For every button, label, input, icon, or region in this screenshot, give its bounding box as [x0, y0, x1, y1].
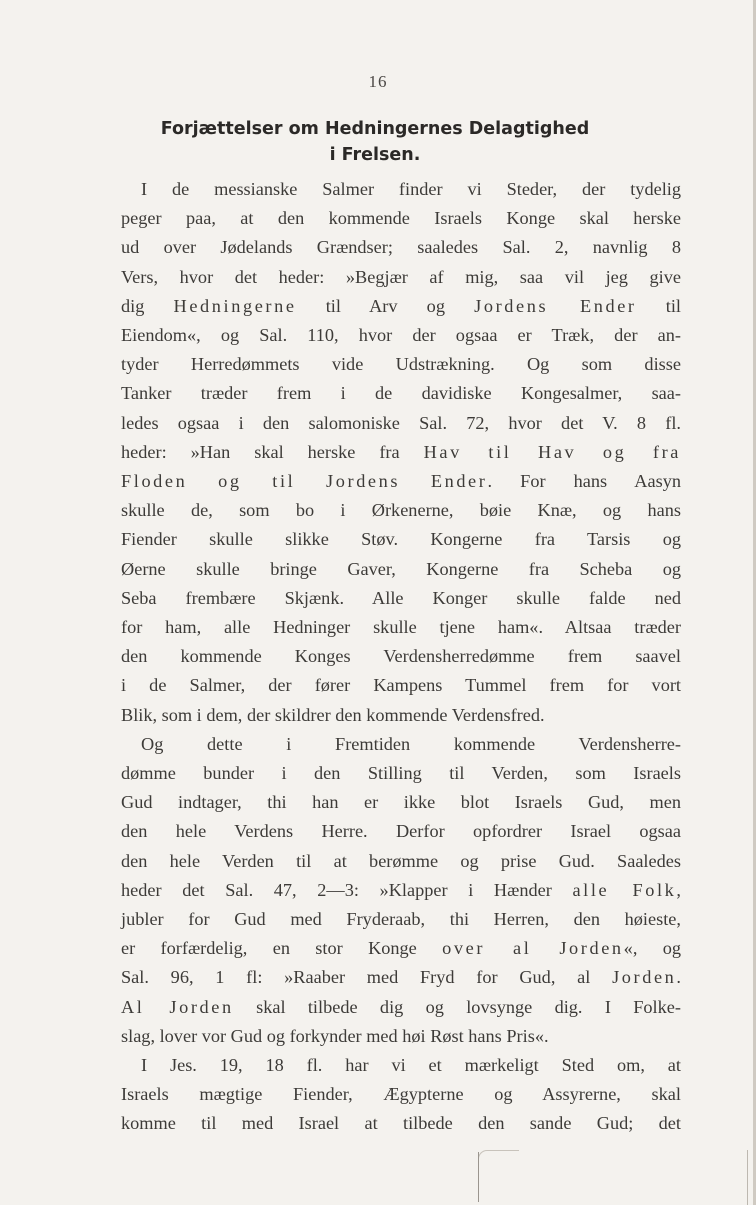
text-line: i de Salmer, der fører Kampens Tummel frem for vort — [121, 675, 681, 696]
page-edge-line — [747, 1150, 748, 1205]
text-line: Blik, som i dem, der skildrer den kommende Verdensfred. — [121, 704, 545, 725]
text-line: Gud indtager, thi han er ikke blot Israels Gud, men — [121, 792, 681, 813]
text-line: den hele Verden til at berømme og prise Gud. Saaledes — [121, 850, 681, 871]
text-line — [121, 935, 681, 962]
text-line: den kommende Konges Verdensherredømme frem saavel — [121, 646, 681, 667]
text-line: Og dette i Fremtiden kommende Verdensherre- — [141, 733, 681, 754]
text-line: skulle de, som bo i Ørkenerne, bøie Knæ, og hans — [121, 500, 681, 521]
spaced-emphasis: Hav til Hav og fra — [423, 441, 682, 462]
text-line: ud over Jødelands Grændser; saaledes Sal. 2, navnlig 8 — [121, 237, 681, 258]
text-line — [121, 964, 681, 991]
text-line: ledes ogsaa i den salomoniske Sal. 72, hvor det V. 8 fl. — [121, 412, 681, 433]
text-line — [121, 468, 681, 495]
text-line: tyder Herredømmets vide Udstrækning. Og som disse — [121, 354, 681, 375]
text-line: den hele Verdens Herre. Derfor opfordrer Israel ogsaa — [121, 821, 681, 842]
text-run: til — [636, 295, 682, 316]
page-curl-line — [478, 1152, 479, 1202]
text-line — [121, 293, 681, 320]
text-line: Fiender skulle slikke Støv. Kongerne fra Tarsis og — [121, 529, 681, 550]
text-run: , — [676, 879, 681, 900]
page-number: 16 — [368, 72, 388, 91]
text-run: . For hans Aasyn — [487, 471, 681, 491]
text-run: heder det Sal. 47, 2—3: »Klapper i Hænder — [121, 879, 573, 900]
text-line: jubler for Gud med Fryderaab, thi Herren, den høieste, — [121, 909, 681, 929]
text-line — [121, 994, 681, 1021]
text-line: I de messianske Salmer finder vi Steder, der tydelig — [141, 179, 681, 199]
text-line: peger paa, at den kommende Israels Konge skal herske — [121, 208, 681, 229]
spaced-emphasis: over al Jorden — [442, 938, 624, 959]
text-line — [121, 877, 681, 904]
text-run: til Arv og — [296, 295, 475, 316]
text-run: dig — [121, 295, 174, 316]
spaced-emphasis: Hedningerne — [173, 295, 297, 316]
text-line: slag, lover vor Gud og forkynder med høi Røst hans Pris«. — [121, 1025, 549, 1046]
text-line: komme til med Israel at tilbede den sande Gud; det — [121, 1113, 681, 1134]
text-line — [121, 439, 681, 466]
text-run: er forfærdelig, en stor Konge — [121, 938, 443, 959]
text-run: heder: »Han skal herske fra — [121, 441, 424, 462]
text-line: for ham, alle Hedninger skulle tjene ham«. Altsaa træder — [121, 617, 681, 637]
text-line: I Jes. 19, 18 fl. har vi et mærkeligt Sted om, at — [141, 1055, 681, 1075]
text-line: Tanker træder frem i de davidiske Kongesalmer, saa- — [121, 383, 681, 404]
text-line: dømme bunder i den Stilling til Verden, som Israels — [121, 763, 681, 783]
text-line: Vers, hvor det heder: »Begjær af mig, saa vil jeg give — [121, 266, 681, 287]
text-run: skal tilbede dig og lovsynge dig. I Folke- — [233, 996, 681, 1017]
text-run: Sal. 96, 1 fl: »Raaber med Fryd for Gud, al — [121, 967, 613, 988]
spaced-emphasis: Al Jorden — [121, 996, 234, 1017]
page-curl — [478, 1150, 519, 1159]
section-heading — [120, 116, 756, 168]
text-line: Øerne skulle bringe Gaver, Kongerne fra Scheba og — [121, 558, 681, 579]
text-run: . — [676, 967, 681, 988]
text-run: «, og — [623, 938, 682, 959]
spaced-emphasis: Jorden — [612, 967, 677, 988]
spaced-emphasis: Jordens Ender — [474, 295, 637, 316]
spaced-emphasis: Floden og til Jordens Ender — [121, 471, 488, 491]
text-line: Seba frembære Skjænk. Alle Konger skulle falde ned — [121, 587, 681, 608]
text-line: Israels mægtige Fiender, Ægypterne og Assyrerne, skal — [121, 1084, 681, 1105]
heading-line-1: Forjættelser om Hedningernes Delagtighed — [160, 119, 590, 139]
heading-line-2: i Frelsen. — [329, 145, 421, 165]
spaced-emphasis: alle Folk — [572, 879, 677, 900]
text-line: Eiendom«, og Sal. 110, hvor der ogsaa er Træk, der an- — [121, 325, 681, 345]
